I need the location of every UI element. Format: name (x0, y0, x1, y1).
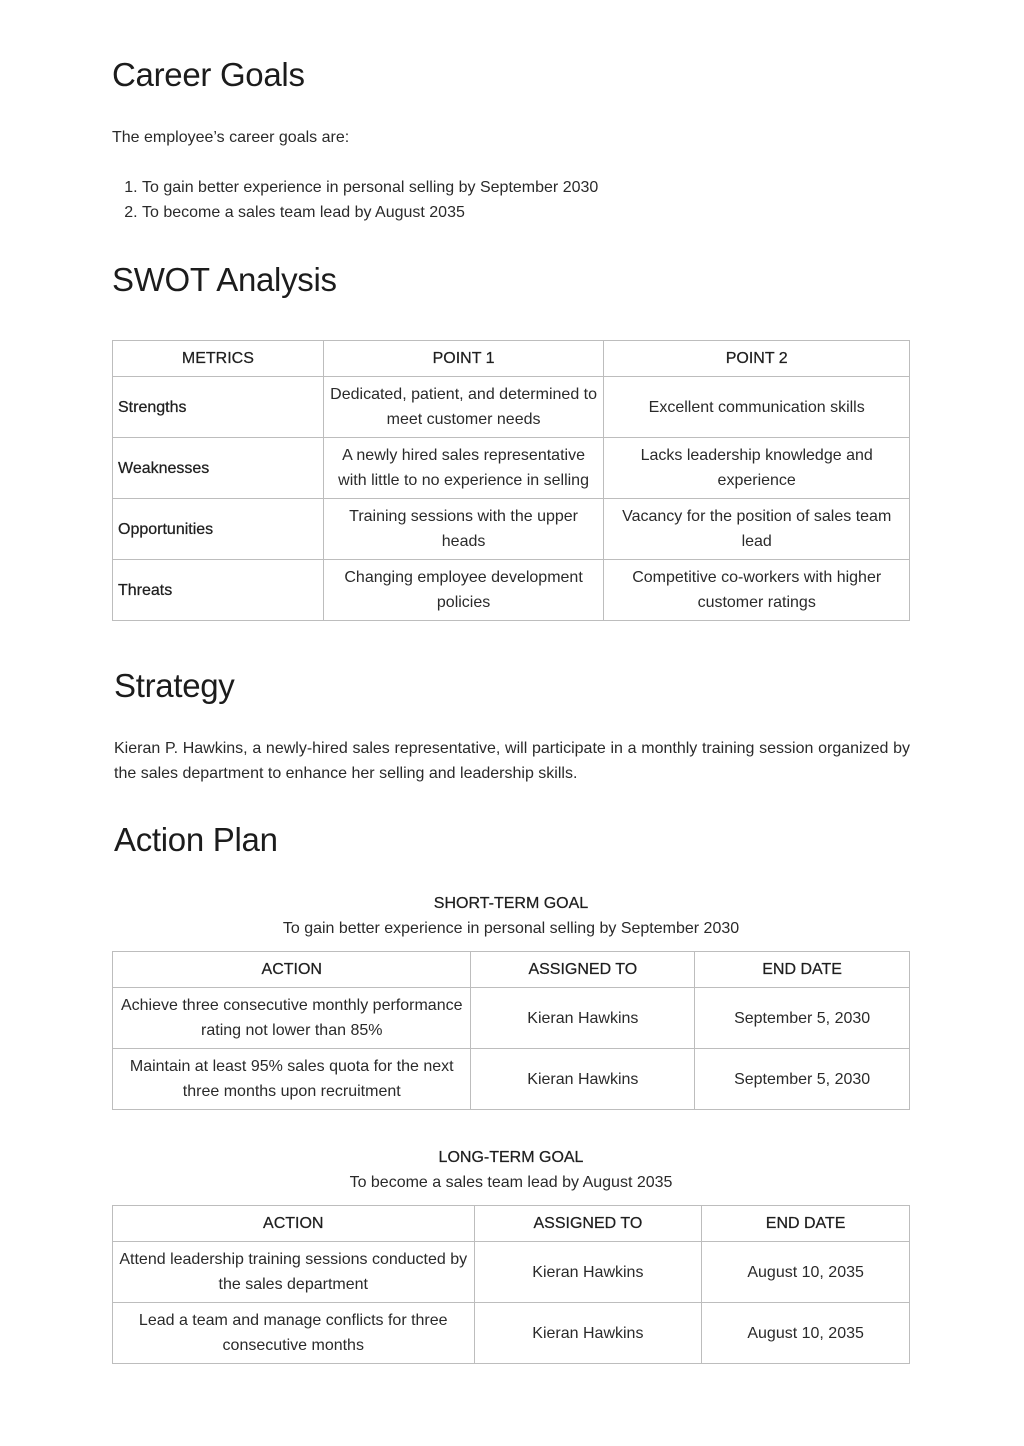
swot-table (112, 340, 910, 621)
table-row (113, 499, 910, 560)
table-header-row (113, 1206, 910, 1242)
table-row (113, 377, 910, 438)
table-cell: Kieran Hawkins (474, 1303, 702, 1364)
table-cell: A newly hired sales representative with little to no experience in selling (323, 438, 604, 499)
column-header: ACTION (113, 1206, 475, 1242)
table-cell: Kieran Hawkins (471, 1049, 695, 1110)
long-term-goal-title: LONG-TERM GOAL (438, 1149, 584, 1166)
metric-cell: Threats (113, 560, 324, 621)
metric-cell: Opportunities (113, 499, 324, 560)
table-header-row (113, 952, 910, 988)
table-cell: Kieran Hawkins (474, 1242, 702, 1303)
column-header: END DATE (702, 1206, 910, 1242)
table-row (113, 1242, 910, 1303)
list-item: 2. To become a sales team lead by August 2035 (142, 200, 598, 225)
table-row (113, 438, 910, 499)
table-row (113, 1303, 910, 1364)
column-header: ASSIGNED TO (474, 1206, 702, 1242)
table-cell: Changing employee development policies (323, 560, 604, 621)
short-term-goal-title: SHORT-TERM GOAL (433, 895, 589, 912)
swot-heading: SWOT Analysis (112, 261, 337, 298)
column-header: POINT 1 (323, 341, 604, 377)
long-term-goal-text: To become a sales team lead by August 2035 (349, 1174, 673, 1191)
strategy-text: Kieran P. Hawkins, a newly-hired sales representative, will participate in a monthly training session organized by the sales department to enhance her selling and leadership skills. (114, 740, 910, 782)
table-row (113, 988, 910, 1049)
column-header: ASSIGNED TO (471, 952, 695, 988)
table-cell: Lacks leadership knowledge and experience (604, 438, 910, 499)
table-cell: Attend leadership training sessions conducted by the sales department (113, 1242, 475, 1303)
career-goals-list (112, 175, 598, 225)
table-header-row (113, 341, 910, 377)
list-item: 1. To gain better experience in personal selling by September 2030 (142, 175, 598, 200)
table-cell: August 10, 2035 (702, 1303, 910, 1364)
table-cell: September 5, 2030 (695, 988, 910, 1049)
column-header: POINT 2 (604, 341, 910, 377)
column-header: END DATE (695, 952, 910, 988)
table-cell: Lead a team and manage conflicts for three consecutive months (113, 1303, 475, 1364)
strategy-heading: Strategy (114, 667, 235, 704)
metric-cell: Strengths (113, 377, 324, 438)
table-cell: Training sessions with the upper heads (323, 499, 604, 560)
table-cell: Maintain at least 95% sales quota for the next three months upon recruitment (113, 1049, 471, 1110)
table-cell: Excellent communication skills (604, 377, 910, 438)
action-plan-heading: Action Plan (114, 821, 278, 858)
table-cell: Dedicated, patient, and determined to meet customer needs (323, 377, 604, 438)
long-term-goal-block (112, 1145, 910, 1195)
long-term-action-table (112, 1205, 910, 1364)
table-cell: Achieve three consecutive monthly performance rating not lower than 85% (113, 988, 471, 1049)
short-term-action-table (112, 951, 910, 1110)
table-row (113, 560, 910, 621)
metric-cell: Weaknesses (113, 438, 324, 499)
short-term-goal-block (112, 891, 910, 941)
column-header: ACTION (113, 952, 471, 988)
short-term-goal-text: To gain better experience in personal selling by September 2030 (282, 920, 740, 937)
career-goals-intro: The employee’s career goals are: (112, 129, 350, 146)
table-cell: September 5, 2030 (695, 1049, 910, 1110)
career-goals-heading: Career Goals (112, 56, 305, 93)
table-row (113, 1049, 910, 1110)
column-header: METRICS (113, 341, 324, 377)
table-cell: Vacancy for the position of sales team lead (604, 499, 910, 560)
table-cell: Competitive co-workers with higher customer ratings (604, 560, 910, 621)
table-cell: Kieran Hawkins (471, 988, 695, 1049)
table-cell: August 10, 2035 (702, 1242, 910, 1303)
